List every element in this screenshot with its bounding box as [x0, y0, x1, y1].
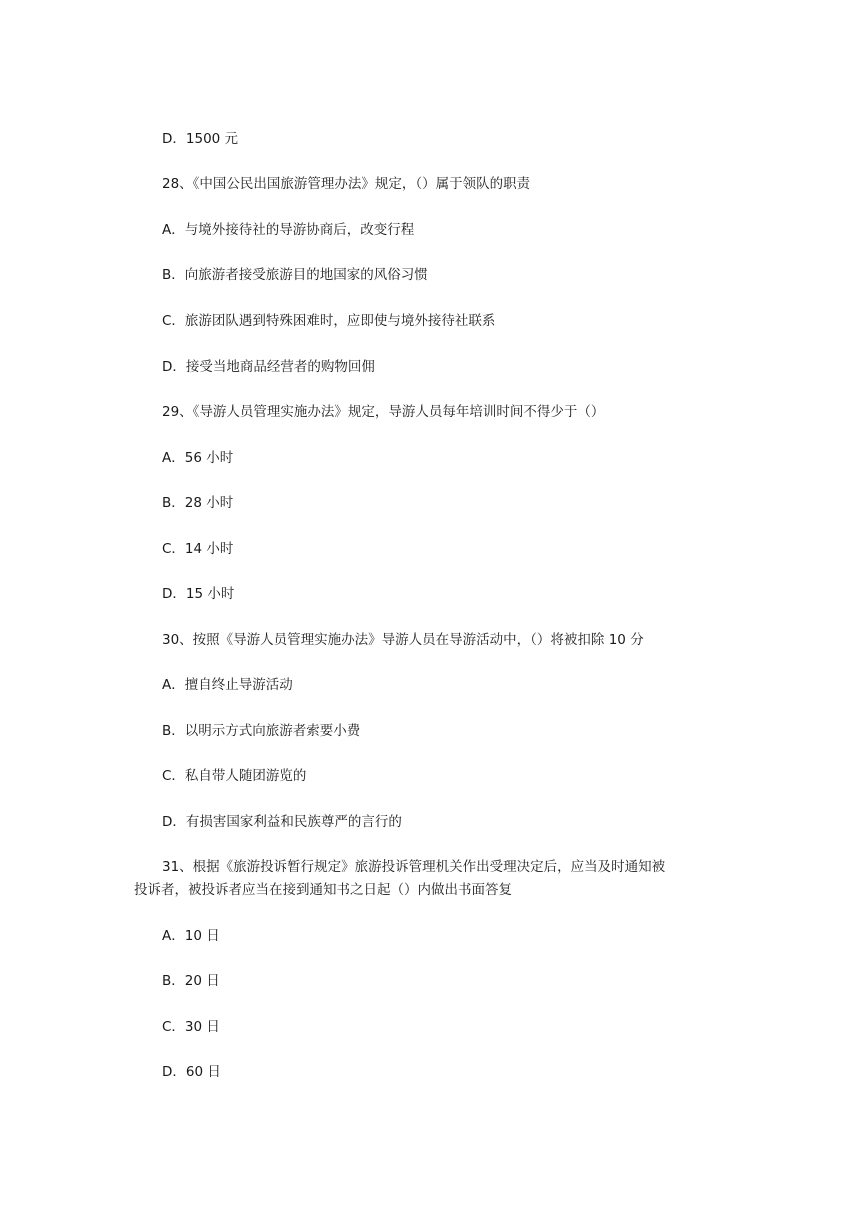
answer-option: A．擅自终止导游活动	[162, 677, 293, 693]
question-31-continuation: 投诉者，被投诉者应当在接到通知书之日起（）内做出书面答复	[134, 882, 512, 898]
answer-option: A．56 小时	[162, 450, 234, 466]
answer-option: D．有损害国家利益和民族尊严的言行的	[162, 814, 402, 830]
answer-option: B．20 日	[162, 973, 220, 989]
answer-option: D．接受当地商品经营者的购物回佣	[162, 359, 375, 375]
answer-option: D．15 小时	[162, 586, 235, 602]
answer-option: A．与境外接待社的导游协商后，改变行程	[162, 222, 415, 238]
answer-option: C．30 日	[162, 1019, 220, 1035]
answer-option: D．60 日	[162, 1064, 221, 1080]
question-31: 31、根据《旅游投诉暂行规定》旅游投诉管理机关作出受理决定后，应当及时通知被	[162, 859, 666, 875]
question-29: 29、《导游人员管理实施办法》规定，导游人员每年培训时间不得少于（）	[162, 404, 605, 420]
answer-option: C．私自带人随团游览的	[162, 768, 307, 784]
answer-option: B．以明示方式向旅游者索要小费	[162, 723, 361, 739]
answer-option: B．向旅游者接受旅游目的地国家的风俗习惯	[162, 267, 428, 283]
answer-option: C．14 小时	[162, 541, 234, 557]
question-28: 28、《中国公民出国旅游管理办法》规定，（）属于领队的职责	[162, 176, 531, 192]
question-30: 30、按照《导游人员管理实施办法》导游人员在导游活动中，（）将被扣除 10 分	[162, 632, 644, 648]
answer-option: D．1500 元	[162, 131, 239, 147]
answer-option: A．10 日	[162, 928, 220, 944]
answer-option: C．旅游团队遇到特殊困难时，应即使与境外接待社联系	[162, 313, 496, 329]
answer-option: B．28 小时	[162, 495, 234, 511]
